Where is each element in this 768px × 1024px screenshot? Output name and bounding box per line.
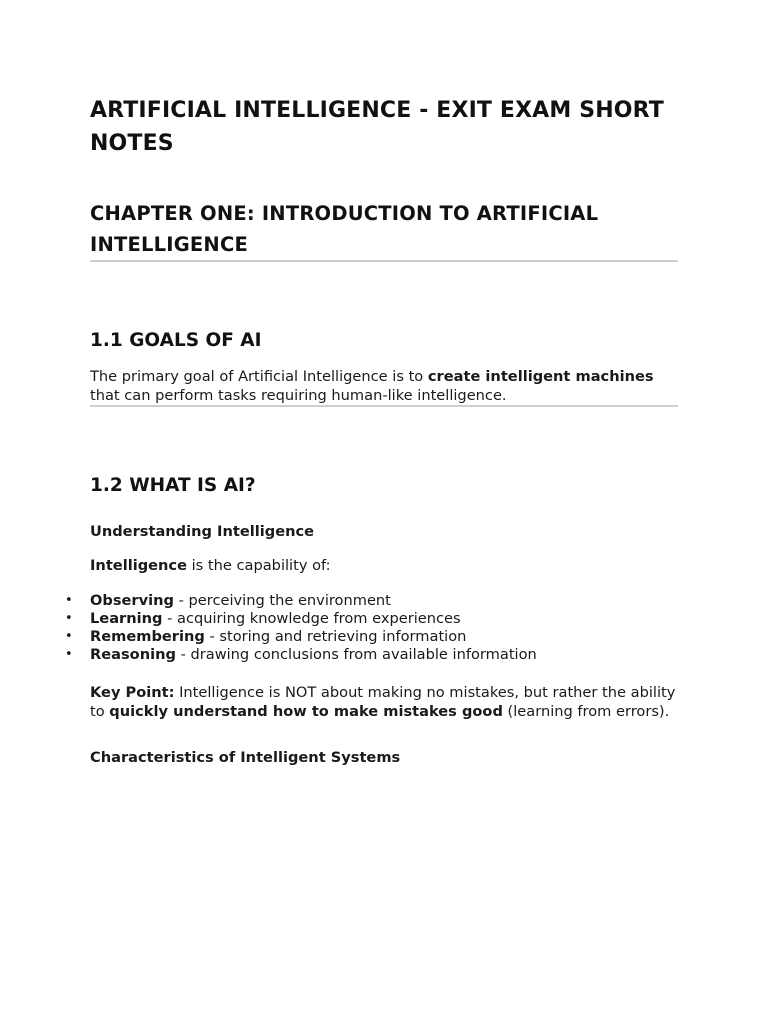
key-point-text: Intelligence is NOT about making no mistakes, but rather the ability to <box>90 684 676 720</box>
section-divider <box>90 405 678 407</box>
understanding-intelligence-subheading: Understanding Intelligence <box>90 523 315 540</box>
bullet-icon: • <box>65 611 73 626</box>
key-point-emphasis: quickly understand how to make mistakes good <box>109 703 503 720</box>
goals-paragraph <box>90 367 678 405</box>
key-point-text-end: (learning from errors). <box>502 703 670 720</box>
definition-term: Intelligence <box>90 557 187 574</box>
goals-text-after: that can perform tasks requiring human-like intelligence. <box>90 387 507 404</box>
capability-term: Learning <box>90 610 163 627</box>
bullet-icon: • <box>65 593 73 608</box>
goals-text-bold: create intelligent machines <box>427 368 654 385</box>
capability-desc: - acquiring knowledge from experiences <box>162 610 461 627</box>
document-title: ARTIFICIAL INTELLIGENCE - EXIT EXAM SHORT NOTES <box>90 98 664 156</box>
goals-text-before: The primary goal of Artificial Intelligence is to <box>90 368 428 385</box>
list-item <box>65 646 678 664</box>
what-is-ai-heading: 1.2 WHAT IS AI? <box>90 475 256 496</box>
key-point-label: Key Point: <box>90 684 175 701</box>
goals-heading: 1.1 GOALS OF AI <box>90 330 262 351</box>
chapter-heading: CHAPTER ONE: INTRODUCTION TO ARTIFICIAL INTELLIGENCE <box>90 202 599 256</box>
intelligence-definition <box>90 556 678 575</box>
capabilities-list <box>65 592 678 664</box>
list-item <box>65 592 678 610</box>
capability-term: Observing <box>90 592 174 609</box>
list-item <box>65 628 678 646</box>
bullet-icon: • <box>65 629 73 644</box>
capability-desc: - storing and retrieving information <box>204 628 467 645</box>
capability-desc: - perceiving the environment <box>174 592 391 609</box>
definition-rest: is the capability of: <box>186 557 331 574</box>
characteristics-subheading: Characteristics of Intelligent Systems <box>90 749 401 766</box>
section-divider <box>90 260 678 262</box>
bullet-icon: • <box>65 647 73 662</box>
capability-term: Remembering <box>90 628 205 645</box>
capability-desc: - drawing conclusions from available information <box>175 646 537 663</box>
document-page <box>65 94 678 767</box>
key-point-paragraph <box>90 683 678 721</box>
list-item <box>65 610 678 628</box>
capability-term: Reasoning <box>90 646 176 663</box>
